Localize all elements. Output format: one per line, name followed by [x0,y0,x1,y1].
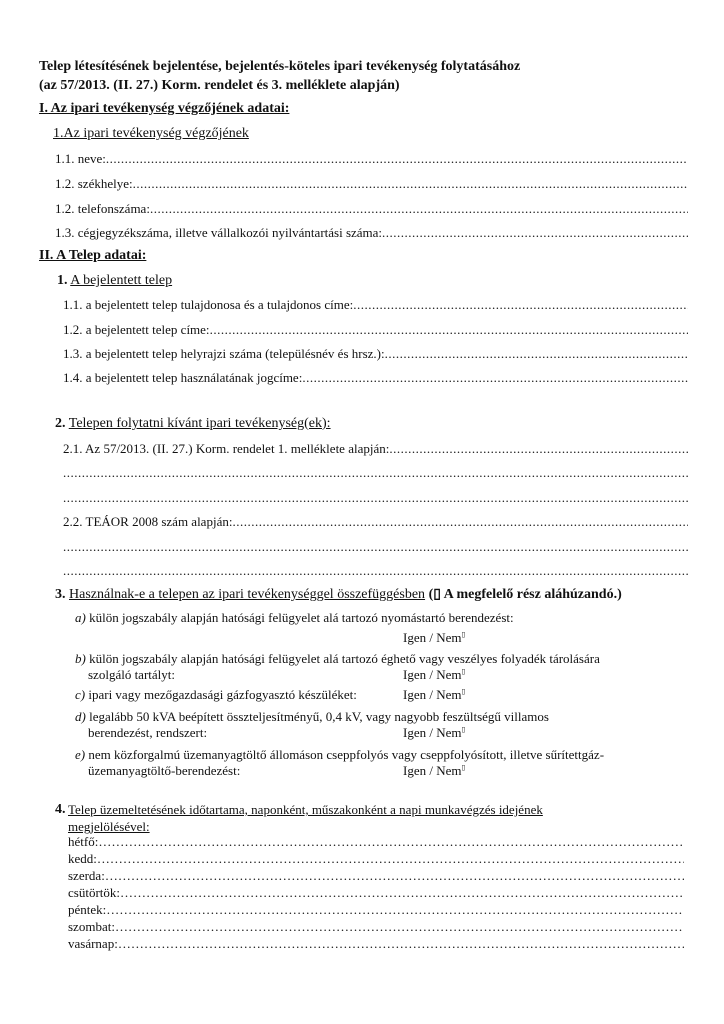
yes-no-label: Igen / Nem [403,763,462,778]
part3-note: (▯ A megfelelő rész aláhúzandó.) [428,587,622,602]
item-letter: c) [75,687,86,702]
field-helyrajzi-szam[interactable] [63,346,688,362]
item-letter: d) [75,709,86,724]
yes-no-choice-c[interactable] [403,687,465,703]
fill-dots [63,539,688,555]
field-csutortok[interactable] [68,885,684,901]
fill-dots [120,885,684,901]
yes-no-label: Igen / Nem [403,630,462,645]
part2-title: Telepen folytatni kívánt ipari tevékenység(ek): [68,416,331,431]
part2-heading [55,416,331,432]
field-label: 1.1. a bejelentett telep tulajdonosa és a tulajdonos címe: [63,297,354,312]
fill-dots [389,441,688,457]
yes-no-choice-b[interactable] [403,667,465,683]
fill-dots [353,297,688,313]
fill-dots [63,465,688,481]
field-label: 2.2. TEÁOR 2008 szám alapján: [63,514,233,529]
field-szerda[interactable] [68,868,684,884]
item-a [75,610,514,626]
fill-dots [63,490,688,506]
yes-no-label: Igen / Nem [403,687,462,702]
document-title-line2: (az 57/2013. (II. 27.) Korm. rendelet és 3. melléklete alapján) [39,78,400,93]
item-letter: e) [75,747,86,762]
field-neve[interactable] [55,151,688,167]
part4-heading-line1: Telep üzemeltetésének időtartama, naponként, műszakonként a napi munkavégzés idejének [68,802,543,817]
field-kedd[interactable] [68,851,684,867]
fill-dots [98,834,684,850]
part1-title: A bejelentett telep [70,273,173,288]
day-label: szombat: [68,919,115,934]
part4-heading-line2: megjelölésével: [68,819,150,834]
item-d [75,709,549,725]
item-d-line2: berendezést, rendszert: [88,725,208,740]
yes-no-label: Igen / Nem [403,725,462,740]
yes-no-choice-e[interactable] [403,763,465,779]
fill-dots [133,176,688,192]
yes-no-choice-d[interactable] [403,725,465,741]
item-letter: a) [75,610,86,625]
field-telefonszama[interactable] [55,201,688,217]
part3-title: Használnak-e a telepen az ipari tevékenységgel összefüggésben [69,587,426,602]
field-label: 1.2. telefonszáma: [55,201,150,216]
field-label: 1.1. neve: [55,151,106,166]
field-label: 2.1. Az 57/2013. (II. 27.) Korm. rendelet 1. melléklete alapján: [63,441,390,456]
field-vasarnap[interactable] [68,936,684,952]
item-b-line2: szolgáló tartályt: [88,667,176,682]
fill-dots [97,851,684,867]
part3-number: 3. [55,587,66,602]
part1-heading [57,273,172,289]
fill-dots [150,201,688,217]
field-telep-cime[interactable] [63,322,688,338]
fill-dots [382,225,688,241]
fill-dots [210,322,688,338]
field-hetfo[interactable] [68,834,684,850]
day-label: csütörtök: [68,885,120,900]
day-label: hétfő: [68,834,99,849]
fill-dots [385,346,688,362]
field-korm-rendelet-line2[interactable] [63,465,688,481]
item-b [75,651,600,667]
footnote-mark: ▯ [461,725,466,734]
item-text: külön jogszabály alapján hatósági felügyelet alá tartozó éghető vagy veszélyes folyadék tárolására [89,651,600,666]
yes-no-choice-a[interactable] [403,630,465,646]
item-e [75,747,604,763]
field-szekhelye[interactable] [55,176,688,192]
item-c [75,687,357,703]
field-label: 1.3. cégjegyzékszáma, illetve vállalkozói nyilvántartási száma: [55,225,383,240]
fill-dots [118,936,684,952]
item-e-line2: üzemanyagtöltő-berendezést: [88,763,241,778]
section2-heading: II. A Telep adatai: [39,248,147,263]
field-label: 1.4. a bejelentett telep használatának jogcíme: [63,370,303,385]
field-korm-rendelet[interactable] [63,441,688,457]
day-label: kedd: [68,851,97,866]
item-text: külön jogszabály alapján hatósági felügyelet alá tartozó nyomástartó berendezést: [89,610,514,625]
field-label: 1.3. a bejelentett telep helyrajzi száma (településnév és hrsz.): [63,346,385,361]
field-pentek[interactable] [68,902,684,918]
day-label: vasárnap: [68,936,118,951]
item-text: nem közforgalmú üzemanyagtöltő állomáson cseppfolyós vagy cseppfolyósított, illetve sűrítettgáz- [88,747,605,762]
part2-number: 2. [55,416,66,431]
footnote-mark: ▯ [461,667,466,676]
field-label: 1.2. a bejelentett telep címe: [63,322,210,337]
item-text: ipari vagy mezőgazdasági gázfogyasztó készüléket: [88,687,357,702]
fill-dots [232,514,688,530]
fill-dots [302,370,688,386]
item-text: legalább 50 kVA beépített összteljesítményű, 0,4 kV, vagy nagyobb feszültségű villamos [89,709,549,724]
footnote-mark: ▯ [461,687,466,696]
field-cegjegyzekszama[interactable] [55,225,688,241]
part4-number: 4. [55,802,66,817]
day-label: péntek: [68,902,107,917]
fill-dots [115,919,684,935]
day-label: szerda: [68,868,105,883]
section1-subheading: 1.Az ipari tevékenység végzőjének [53,126,249,141]
field-teaor[interactable] [63,514,688,530]
field-szombat[interactable] [68,919,684,935]
yes-no-label: Igen / Nem [403,667,462,682]
field-label: 1.2. székhelye: [55,176,133,191]
fill-dots [105,868,684,884]
part3-heading [55,586,622,603]
footnote-mark: ▯ [461,630,466,639]
fill-dots [106,902,684,918]
section1-heading: I. Az ipari tevékenység végzőjének adatai: [39,101,290,116]
field-tulajdonos[interactable] [63,297,688,313]
field-korm-rendelet-line3[interactable] [63,490,688,506]
document-title-line1: Telep létesítésének bejelentése, bejelentés-köteles ipari tevékenység folytatásához [39,59,521,74]
fill-dots [106,151,688,167]
field-teaor-line3[interactable] [63,563,688,579]
part1-number: 1. [57,273,68,288]
footnote-mark: ▯ [461,763,466,772]
fill-dots [63,563,688,579]
field-jogcim[interactable] [63,370,688,386]
field-teaor-line2[interactable] [63,539,688,555]
item-letter: b) [75,651,86,666]
